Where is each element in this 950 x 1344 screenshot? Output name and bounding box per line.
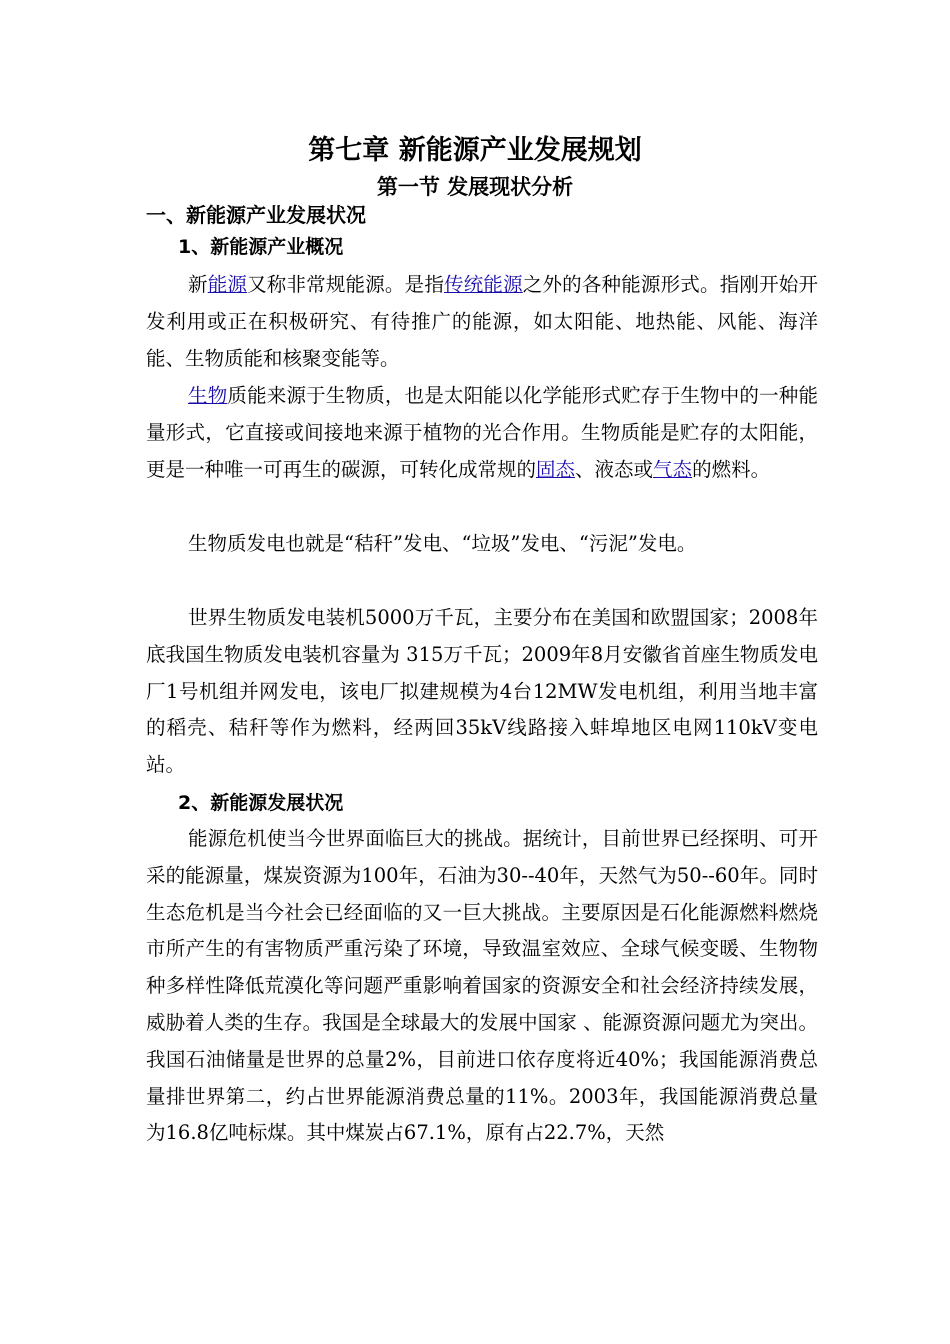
- link-energy[interactable]: 能源: [207, 273, 248, 296]
- heading-new-energy-status: 一、新能源产业发展状况: [146, 203, 366, 227]
- chapter-title: 第七章 新能源产业发展规划: [308, 135, 642, 166]
- text: 的燃料。: [692, 457, 771, 481]
- heading-industry-overview: 1、新能源产业概况: [178, 236, 344, 258]
- paragraph-energy-crisis: 能源危机使当今世界面临巨大的挑战。据统计，目前世界已经探明、可开采的能源量，煤炭资源为100年，石油为30--40年，天然气为50--60年。同时生态危机是当今社会已经面临的又一巨大挑战。主要原因是石化能源燃料燃烧市所产生的有害物质严重污染了环境，导致温室效应、全球气候变暖、生物物种多样性降低荒漠化等问题严重影响着国家的资源安全和社会经济持续发展，威胁着人类的生存。我国是全球最大的发展中国家 、能源资源问题尤为突出。我国石油储量是世界的总量2%，目前进口依存度将近40%；我国能源消费总量排世界第二，约占世界能源消费总量的11%。2003年，我国能源消费总量为16.8亿吨标煤。其中煤炭占67.1%，原有占22.7%，天然: [146, 827, 818, 1145]
- heading-development-status: 2、新能源发展状况: [178, 792, 344, 814]
- paragraph-biomass-energy: [146, 378, 818, 488]
- link-traditional-energy[interactable]: 传统能源: [444, 273, 523, 296]
- paragraph-new-energy-definition: [146, 267, 818, 377]
- text: 之外的各种能源形式。指刚开始开发利用或正在积极研究、有待推广的能源，如太阳能、地热能、风能、海洋能、生物质能和核聚变能等。: [146, 273, 818, 370]
- link-biology[interactable]: 生物: [188, 384, 228, 407]
- text: 又称非常规能源。是指: [247, 273, 445, 296]
- section-title: 第一节 发展现状分析: [376, 175, 574, 199]
- paragraph-biomass-power: 生物质发电也就是“秸秆”发电、“垃圾”发电、“污泥”发电。: [188, 532, 697, 555]
- text: 、液态或: [575, 457, 654, 481]
- link-gaseous-state[interactable]: 气态: [653, 457, 693, 481]
- link-solid-state[interactable]: 固态: [536, 457, 576, 481]
- text: 新: [188, 273, 208, 296]
- paragraph-biomass-capacity: 世界生物质发电装机5000万千瓦，主要分布在美国和欧盟国家；2008年底我国生物质发电装机容量为 315万千瓦；2009年8月安徽省首座生物质发电厂1号机组并网发电，该电厂拟建规模为4台12MW发电机组，利用当地丰富的稻壳、秸秆等作为燃料，经两回35kV线路接入蚌埠地区电网110kV变电站。: [146, 606, 818, 777]
- text: 质能来源于生物质，也是太阳能以化学能形式贮存于生物中的一种能量形式，它直接或间接地来源于植物的光合作用。生物质能是贮存的太阳能，更是一种唯一可再生的碳源，可转化成常规的: [146, 384, 818, 481]
